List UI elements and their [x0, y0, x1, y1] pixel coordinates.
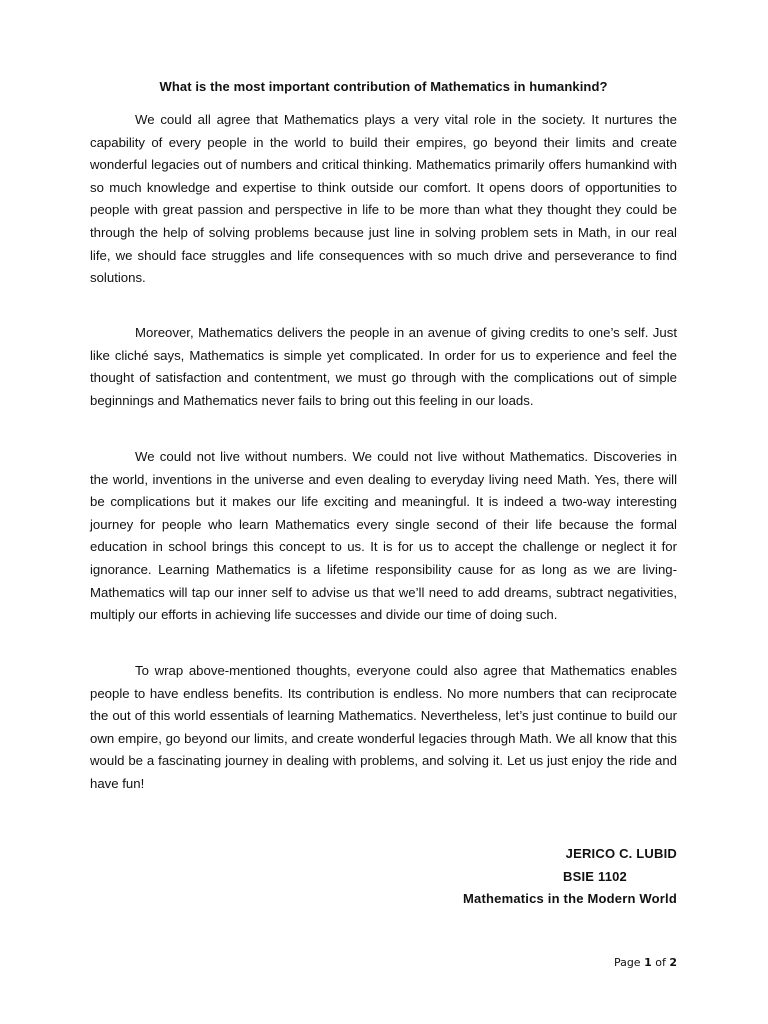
paragraph-2: Moreover, Mathematics delivers the people in an avenue of giving credits to one’s self. Just like cliché says, Mathematics is simple yet complicated. In order for us to experience and feel the thought of satisfaction and contentment, we must go through with the complications out of simple beginnings and Mathematics never fails to bring out this feeling in our loads. — [90, 325, 677, 408]
author-section: BSIE 1102 — [563, 868, 627, 884]
page-number — [614, 955, 677, 971]
author-name: JERICO C. LUBID — [565, 846, 677, 861]
document-page — [90, 0, 677, 1024]
course-name: Mathematics in the Modern World — [463, 891, 677, 906]
paragraph-4: To wrap above-mentioned thoughts, everyone could also agree that Mathematics enables people to have endless benefits. Its contribution is endless. No more numbers that can reciprocate the out of this world essentials of learning Mathematics. Nevertheless, let’s just continue to build our own empire, go beyond our limits, and create wonderful legacies through Math. We all know that this would be a fascinating journey in dealing with problems, and solving it. Let us just enjoy the ride and have fun! — [90, 663, 677, 791]
page-number-total: 2 — [669, 956, 677, 969]
page-number-separator: of — [651, 956, 670, 969]
paragraph-3: We could not live without numbers. We could not live without Mathematics. Discoveries in the world, inventions in the universe and even dealing to everyday living need Math. Yes, there will be complications but it makes our life exciting and meaningful. It is indeed a two-way interesting journey for people who learn Mathematics every single second of their life because the formal education in school brings this concept to us. It is for us to accept the challenge or neglect it for ignorance. Learning Mathematics is a lifetime responsibility cause for as long as we are living- Mathematics will tap our inner self to advise us that we’ll need to add dreams, subtract negativities, multiply our efforts in achieving life successes and divide our time of doing such. — [90, 449, 677, 623]
signature-block — [463, 843, 677, 911]
page-number-current: 1 — [644, 956, 652, 969]
document-title: What is the most important contribution of Mathematics in humankind? — [159, 79, 608, 94]
page-number-prefix: Page — [613, 956, 645, 969]
paragraph-1: We could all agree that Mathematics plays a very vital role in the society. It nurtures the capability of every people in the world to build their empires, go beyond their limits and create wonderful legacies out of numbers and critical thinking. Mathematics primarily offers humankind with so much knowledge and expertise to think outside our comfort. It opens doors of opportunities to people with great passion and perspective in life to be more than what they thought they could be through the help of solving problems because just line in solving problem sets in Math, in our real life, we should face struggles and life consequences with so much drive and perseverance to find solutions. — [90, 112, 677, 286]
